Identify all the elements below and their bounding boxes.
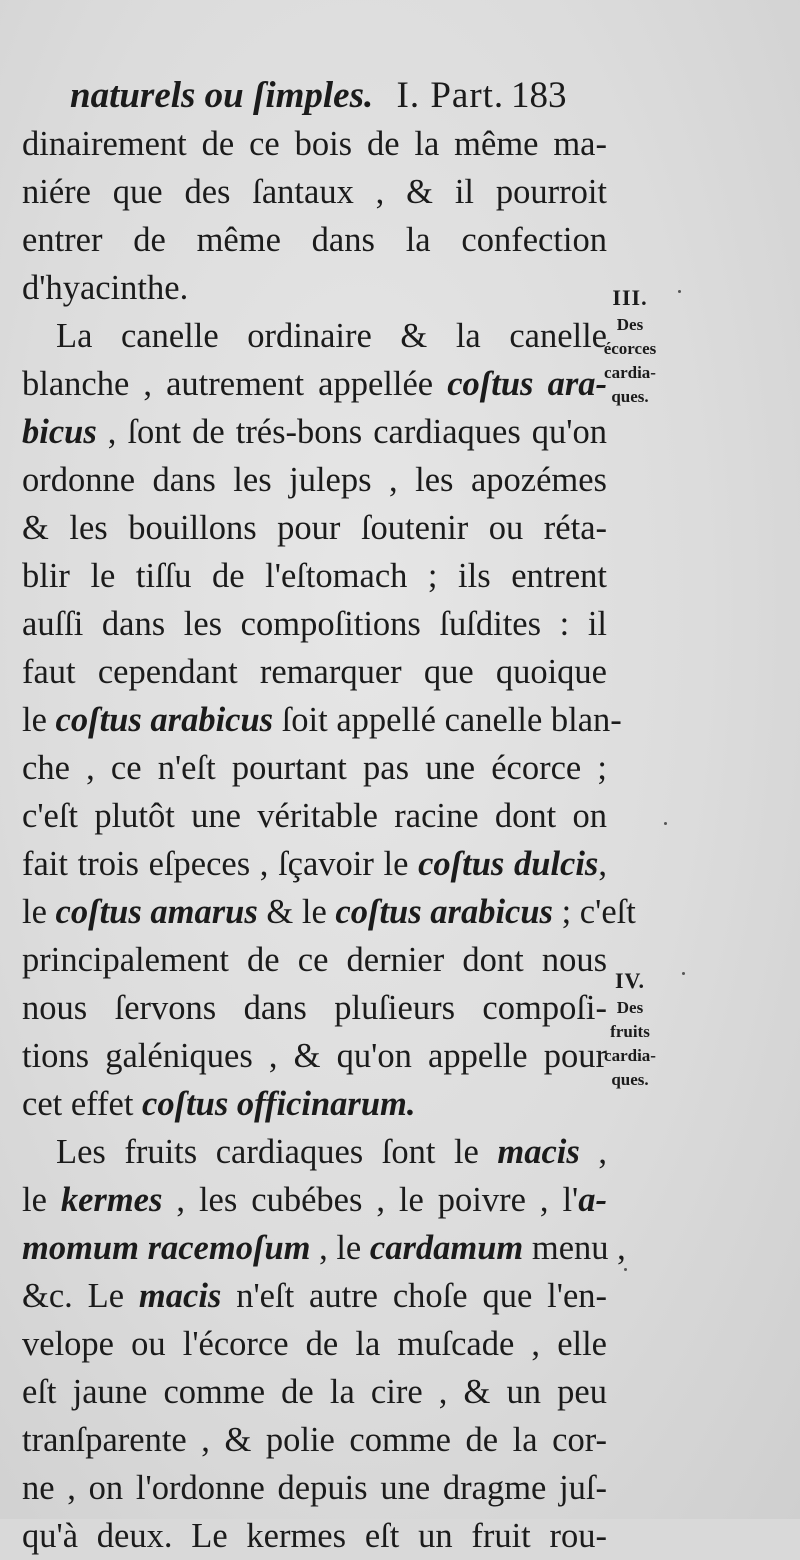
italic-term: coſtus amarus xyxy=(55,893,258,931)
italic-term: cardamum xyxy=(369,1229,524,1267)
text-line: le coſtus amarus & le coſtus arabicus ; c'eſt xyxy=(22,893,636,931)
italic-term: macis xyxy=(497,1133,580,1171)
running-title: naturels ou ſimples. xyxy=(70,75,374,116)
text-line: dinairement de ce bois de la même ma- xyxy=(22,125,607,163)
margin-note-number: IV. xyxy=(614,968,646,993)
text-line: qu'à deux. Le kermes eſt un fruit rou- xyxy=(22,1517,607,1555)
text-line: momum racemoſum , le cardamum menu , xyxy=(22,1229,626,1267)
paper-speck xyxy=(624,1268,627,1271)
text-line: velope ou l'écorce de la muſcade , elle xyxy=(22,1325,607,1363)
text-line: & les bouillons pour ſoutenir ou réta- xyxy=(22,509,607,547)
text-line: principalement de ce dernier dont nous xyxy=(22,941,607,979)
margin-note-3 xyxy=(585,283,675,409)
part-label: I. Part. xyxy=(396,75,505,116)
text-line: tions galéniques , & qu'on appelle pour xyxy=(22,1037,607,1075)
text-line: tranſparente , & polie comme de la cor- xyxy=(22,1421,607,1459)
paper-speck xyxy=(682,972,685,975)
text-line: eſt jaune comme de la cire , & un peu xyxy=(22,1373,607,1411)
text-line: d'hyacinthe. xyxy=(22,269,189,307)
text-line: La canelle ordinaire & la canelle xyxy=(56,317,607,355)
text-line: bicus , ſont de trés-bons cardiaques qu'on xyxy=(22,413,607,451)
margin-note-line: Des xyxy=(616,998,644,1017)
text-line: fait trois eſpeces , ſçavoir le coſtus dulcis, xyxy=(22,845,607,883)
text-line: blir le tiſſu de l'eſtomach ; ils entrent xyxy=(22,557,607,595)
margin-note-line: cardia- xyxy=(604,1046,656,1065)
italic-term: macis xyxy=(138,1277,222,1315)
text-line: blanche , autrement appellée coſtus ara- xyxy=(22,365,607,403)
margin-note-line: écorces xyxy=(603,339,657,358)
text-line: che , ce n'eſt pourtant pas une écorce ; xyxy=(22,749,607,787)
text-line: niére que des ſantaux , & il pourroit xyxy=(22,173,607,211)
italic-term: coſtus dulcis xyxy=(418,845,599,883)
text-line: &c. Le macis n'eſt autre choſe que l'en- xyxy=(22,1277,607,1315)
margin-note-line: Des xyxy=(616,315,644,334)
italic-term: coſtus arabicus xyxy=(335,893,553,931)
margin-note-line: cardia- xyxy=(604,363,656,382)
text-line: entrer de même dans la confection xyxy=(22,221,607,259)
text-line: auſſi dans les compoſitions ſuſdites : il xyxy=(22,605,607,643)
text-line: c'eſt plutôt une véritable racine dont on xyxy=(22,797,607,835)
italic-term: coſtus ara- xyxy=(447,365,607,403)
text-line: ordonne dans les juleps , les apozémes xyxy=(22,461,607,499)
text-line: cet effet coſtus officinarum. xyxy=(22,1085,416,1123)
margin-note-number: III. xyxy=(612,285,648,310)
text-line: ne , on l'ordonne depuis une dragme juſ- xyxy=(22,1469,607,1507)
italic-term: coſtus arabicus xyxy=(55,701,274,739)
margin-note-line: fruits xyxy=(610,1022,650,1041)
paper-speck xyxy=(664,822,667,825)
italic-term: a- xyxy=(578,1181,607,1219)
margin-note-line: ques. xyxy=(611,1070,649,1089)
margin-note-4 xyxy=(585,966,675,1092)
text-line: faut cependant remarquer que quoique xyxy=(22,653,607,691)
paper-speck xyxy=(678,290,681,293)
text-line: nous ſervons dans pluſieurs compoſi- xyxy=(22,989,607,1027)
margin-note-line: ques. xyxy=(611,387,649,406)
text-line: le kermes , les cubébes , le poivre , l'a- xyxy=(22,1181,607,1219)
italic-term: bicus xyxy=(22,413,97,451)
italic-term: coſtus officinarum. xyxy=(142,1085,416,1123)
italic-term: kermes xyxy=(60,1181,163,1219)
italic-term: momum racemoſum xyxy=(22,1229,311,1267)
text-line: Les fruits cardiaques ſont le macis , xyxy=(56,1133,607,1171)
page-header xyxy=(70,72,610,120)
page-number: 183 xyxy=(511,75,567,116)
text-line: le coſtus arabicus ſoit appellé canelle blan- xyxy=(22,701,622,739)
